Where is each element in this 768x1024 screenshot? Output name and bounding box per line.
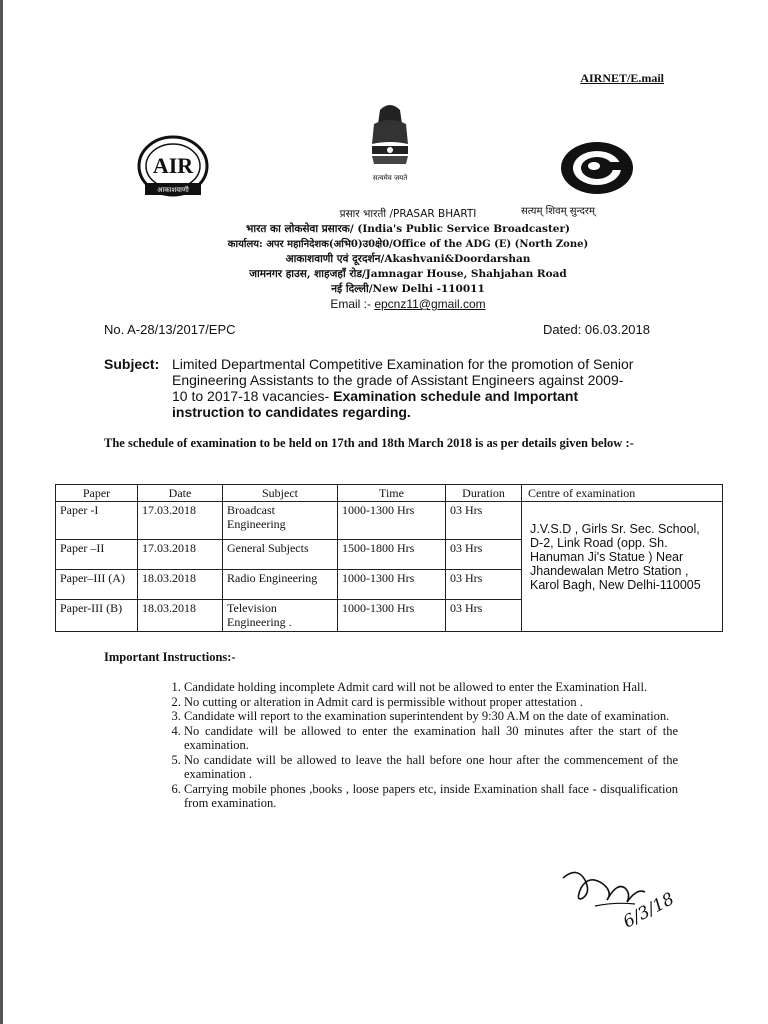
- svg-text:6/3/18: 6/3/18: [619, 889, 678, 933]
- cell-duration: 03 Hrs: [446, 540, 522, 570]
- cell-subject: Broadcast Engineering: [223, 502, 338, 540]
- instructions-heading: Important Instructions:-: [104, 650, 236, 664]
- col-header-duration: Duration: [446, 485, 522, 502]
- svg-text:आकाशवाणी: आकाशवाणी: [157, 186, 189, 194]
- col-header-centre: Centre of examination: [522, 485, 723, 502]
- list-item: 3. Candidate will report to the examination superintendent by 9:30 A.M on the date of examination.: [184, 709, 678, 724]
- handwritten-signature: [555, 858, 695, 938]
- list-item: 6. Carrying mobile phones ,books , loose papers etc, inside Examination shall face - disqualification from examination.: [184, 782, 678, 811]
- exam-schedule-table: [55, 484, 723, 632]
- svg-text:AIR: AIR: [152, 153, 194, 178]
- table-row: [56, 502, 723, 540]
- letterhead: [178, 207, 638, 312]
- list-item: 5. No candidate will be allowed to leave the hall before one hour after the commencement of the examination .: [184, 753, 678, 782]
- subject-bold-text: Examination schedule and Important instruction to candidates regarding.: [172, 388, 579, 420]
- cell-duration: 03 Hrs: [446, 502, 522, 540]
- letter-date: Dated: 06.03.2018: [543, 322, 650, 337]
- subject-block: [104, 356, 634, 420]
- cell-subject: General Subjects: [223, 540, 338, 570]
- dispatch-mode: AIRNET/E.mail: [580, 71, 664, 85]
- doordarshan-logo: [558, 140, 636, 196]
- cell-subject: Television Engineering .: [223, 600, 338, 632]
- schedule-intro: The schedule of examination to be held on 17th and 18th March 2018 is as per details given below :-: [104, 436, 634, 450]
- cell-time: 1000-1300 Hrs: [338, 600, 446, 632]
- cell-time: 1500-1800 Hrs: [338, 540, 446, 570]
- list-item: 4. No candidate will be allowed to enter the examination hall 30 minutes after the start of the examination.: [184, 724, 678, 753]
- col-header-date: Date: [138, 485, 223, 502]
- col-header-subject: Subject: [223, 485, 338, 502]
- cell-paper: Paper–III (A): [56, 570, 138, 600]
- list-item: 1. Candidate holding incomplete Admit card will not be allowed to enter the Examination Hall.: [184, 680, 678, 695]
- email-link[interactable]: epcnz11@gmail.com: [374, 297, 486, 311]
- cell-date: 17.03.2018: [138, 502, 223, 540]
- cell-date: 18.03.2018: [138, 570, 223, 600]
- cell-duration: 03 Hrs: [446, 600, 522, 632]
- scan-edge: [0, 0, 3, 1024]
- letter-number: No. A-28/13/2017/EPC: [104, 322, 236, 337]
- email-line: [178, 297, 638, 312]
- reference-line: [104, 322, 650, 337]
- cell-paper: Paper-III (B): [56, 600, 138, 632]
- org-line-5: जामनगर हाउस, शाहजहाँ रोड/Jamnagar House, Shahjahan Road: [249, 268, 567, 280]
- subject-text: Limited Departmental Competitive Examination for the promotion of Senior Engineering Assistants to the grade of Assistant Engineers against 2009-10 to 2017-18 vacancies-: [172, 356, 634, 404]
- cell-subject: Radio Engineering: [223, 570, 338, 600]
- dd-motto: सत्यम् शिवम् सुन्दरम्: [521, 206, 595, 217]
- cell-paper: Paper -I: [56, 502, 138, 540]
- org-line-3: कार्यालय: अपर महानिदेशक(अभि0)उ0क्षे0/Office of the ADG (E) (North Zone): [227, 239, 589, 250]
- org-line-2: भारत का लोकसेवा प्रसारक/ (India's Public Service Broadcaster): [246, 223, 570, 235]
- air-logo: [133, 135, 213, 201]
- col-header-paper: Paper: [56, 485, 138, 502]
- col-header-time: Time: [338, 485, 446, 502]
- table-header-row: [56, 485, 723, 502]
- cell-date: 17.03.2018: [138, 540, 223, 570]
- cell-centre: J.V.S.D , Girls Sr. Sec. School, D-2, Link Road (opp. Sh. Hanuman Ji's Statue ) Near Jhandewalan Metro Station , Karol Bagh, New Delhi-110005: [522, 502, 723, 632]
- svg-text:सत्यमेव जयते: सत्यमेव जयते: [372, 174, 408, 182]
- cell-time: 1000-1300 Hrs: [338, 570, 446, 600]
- cell-date: 18.03.2018: [138, 600, 223, 632]
- national-emblem: [362, 100, 418, 192]
- subject-label: Subject:: [104, 356, 160, 372]
- cell-paper: Paper –II: [56, 540, 138, 570]
- org-line-4: आकाशवाणी एवं दूरदर्शन/Akashvani&Doordarshan: [285, 253, 531, 265]
- instructions-list: [166, 680, 678, 811]
- email-label: Email :-: [330, 297, 375, 311]
- list-item: 2. No cutting or alteration in Admit card is permissible without proper attestation .: [184, 695, 678, 710]
- org-line-6: नई दिल्ली/New Delhi -110011: [331, 283, 485, 295]
- org-line-1: प्रसार भारती /PRASAR BHARTI: [339, 208, 477, 220]
- cell-time: 1000-1300 Hrs: [338, 502, 446, 540]
- cell-duration: 03 Hrs: [446, 570, 522, 600]
